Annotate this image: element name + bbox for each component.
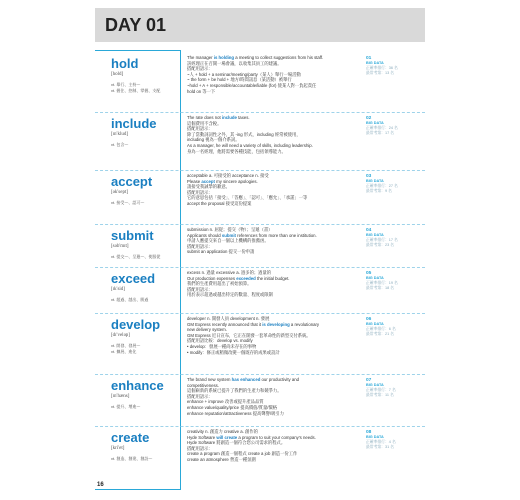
example-content bbox=[187, 115, 363, 154]
example-line: • develop：發展一種尚未存在的事物 bbox=[187, 343, 257, 349]
definition: vt. 開發、發展～ vt. 擴展、進化 bbox=[111, 343, 141, 354]
definition: vt. 超過、越出、勝過 bbox=[111, 297, 149, 302]
example-line: 申請人應提交來自一個以上機構的推薦函。 bbox=[187, 238, 269, 244]
phonetic: [ɪn'klud] bbox=[111, 132, 129, 137]
vocab-entry bbox=[95, 170, 425, 224]
vocab-word: develop bbox=[111, 317, 161, 332]
example-line: new delivery system. bbox=[187, 327, 227, 333]
rank-sidebar bbox=[366, 317, 416, 337]
page-number: 16 bbox=[97, 482, 104, 488]
rank-stat: 最常考第：21 名 bbox=[366, 332, 395, 336]
definition: vt. 包含～ bbox=[111, 142, 129, 147]
example-line: 請接受我誠摯的歉意。 bbox=[187, 184, 230, 190]
vocab-word: enhance bbox=[111, 378, 164, 393]
example-line: submit an application 提交一份申請 bbox=[187, 249, 255, 255]
example-line: enhance reputation/attractiveness 提高聲譽/吸引力 bbox=[187, 410, 284, 416]
entry-number: 06 bbox=[366, 317, 372, 322]
example-line: Hyde Software will create a program to suit your company's needs. bbox=[187, 434, 316, 440]
rank-stat: 正確率排行：7 名 bbox=[366, 388, 396, 392]
big-data-label: BIG DATA bbox=[366, 322, 384, 326]
entry-divider bbox=[95, 267, 425, 268]
vocab-entry bbox=[95, 267, 425, 313]
definition: vt. 創造、創建、創設～ bbox=[111, 456, 153, 461]
definition: vt. 舉行、主持～ vt. 握住、控制、掌握、支配 bbox=[111, 82, 161, 93]
rank-sidebar bbox=[366, 174, 416, 194]
vocab-entry bbox=[95, 52, 425, 112]
entry-number: 07 bbox=[366, 378, 372, 383]
entry-divider bbox=[95, 313, 425, 314]
example-line: 搭配用語比較：develop vs. modify bbox=[187, 338, 253, 344]
rank-stat: 最常考第：9 名 bbox=[366, 189, 392, 193]
rank-sidebar bbox=[366, 378, 416, 398]
vocab-entry bbox=[95, 313, 425, 374]
entry-number: 03 bbox=[366, 174, 372, 179]
example-content bbox=[187, 227, 363, 255]
day-title: DAY 01 bbox=[105, 15, 167, 35]
example-line: 搭配用語示： bbox=[187, 243, 213, 249]
phonetic: [ək'sept] bbox=[111, 190, 129, 195]
example-line: 它的意思包括「接受」、「答應」、「認可」、「應允」、「承諾」一等 bbox=[187, 195, 308, 201]
entry-divider bbox=[95, 374, 425, 375]
rank-stat: 最常考第：23 名 bbox=[366, 243, 395, 247]
rank-stat: 正確率排行：4 名 bbox=[366, 440, 396, 444]
vocab-word: create bbox=[111, 430, 150, 445]
entry-number: 02 bbox=[366, 116, 372, 121]
example-line: acceptable a. 可接受的 acceptance n. 接受 bbox=[187, 173, 269, 178]
rank-stat: 正確率排行：17 名 bbox=[366, 238, 398, 242]
example-line: 這個費用不含稅。 bbox=[187, 120, 222, 126]
example-content bbox=[187, 55, 363, 94]
big-data-label: BIG DATA bbox=[366, 276, 384, 280]
vocab-word: exceed bbox=[111, 271, 156, 286]
example-line: Hyde Software 將創造一個符合您公司需求的程式。 bbox=[187, 440, 286, 446]
big-data-label: BIG DATA bbox=[366, 383, 384, 387]
entry-number: 05 bbox=[366, 271, 372, 276]
big-data-label: BIG DATA bbox=[366, 121, 384, 125]
entry-number: 04 bbox=[366, 228, 372, 233]
vocab-word: accept bbox=[111, 174, 153, 189]
definition: vt. 接受～、認可～ bbox=[111, 200, 145, 205]
big-data-label: BIG DATA bbox=[366, 61, 384, 65]
phonetic: [kri'et] bbox=[111, 446, 125, 451]
example-line: ~hold + A + responsible/accountable/liable (for) 使某人對⋯負起責任 bbox=[187, 82, 317, 88]
example-line: competitiveness. bbox=[187, 382, 220, 388]
vocab-word: hold bbox=[111, 56, 139, 71]
example-line: The manager is holding a meeting to collect suggestions from his staff. bbox=[187, 55, 324, 60]
example-line: Our production expenses exceeded the initial budget. bbox=[187, 275, 290, 281]
phonetic: [ɪn'hæns] bbox=[111, 394, 130, 399]
rank-stat: 最常考第：18 名 bbox=[366, 286, 395, 290]
example-line: excess n. 過量 excessive a. 過多的；過量的 bbox=[187, 270, 272, 275]
rank-sidebar bbox=[366, 430, 416, 450]
entry-number: 01 bbox=[366, 56, 372, 61]
example-line: 搭配用語示： bbox=[187, 126, 213, 132]
example-line: 用於表示超過或越出特定的數量、程度或限制 bbox=[187, 292, 273, 298]
example-line: 該經理正在召開一場會議，以收集其員工的建議。 bbox=[187, 60, 282, 66]
entry-divider bbox=[95, 112, 425, 113]
phonetic: [hold] bbox=[111, 72, 124, 77]
example-line: GM Express 近日宣布，它正在開發一套革命性的新型交付系統。 bbox=[187, 332, 311, 338]
example-line: 搭配用語示： bbox=[187, 393, 213, 399]
example-line: ~ the form + be hold + 地方/時間訊息（某活動）被舉行 bbox=[187, 77, 292, 83]
example-line: accept the proposal 接受這份提案 bbox=[187, 200, 252, 206]
vocab-entry bbox=[95, 374, 425, 426]
rank-stat: 最常考第：17 名 bbox=[366, 131, 395, 135]
example-line: GM Express recently announced that it is developing a revolutionary bbox=[187, 321, 320, 327]
entry-divider bbox=[95, 170, 425, 171]
example-line: create a program 創造一個程式 create a job 創造一份工作 bbox=[187, 451, 298, 457]
big-data-label: BIG DATA bbox=[366, 435, 384, 439]
rank-stat: 正確率排行：19 名 bbox=[366, 281, 398, 285]
example-line: enhance + improve 改善或提升產品品質 bbox=[187, 399, 264, 405]
rank-sidebar bbox=[366, 271, 416, 291]
vocab-entry bbox=[95, 426, 425, 486]
example-line: submission n. 屈從；提交（物）；呈遞（書） bbox=[187, 227, 273, 232]
definition: vt. 提交～、呈遞～、使服從 bbox=[111, 254, 161, 259]
rank-sidebar bbox=[366, 116, 416, 136]
example-line: including 視為一個介系詞。 bbox=[187, 137, 240, 143]
example-line: ~人 + hold + a seminar/meeting/party（某人）舉行一場活動 bbox=[187, 71, 301, 77]
rank-stat: 最常考第：11 名 bbox=[366, 393, 394, 397]
example-content bbox=[187, 316, 363, 355]
example-content bbox=[187, 429, 363, 463]
example-line: • modify：修正或稍微改變一個既存的成果或設計 bbox=[187, 349, 280, 355]
phonetic: [dɪ'veləp] bbox=[111, 333, 130, 338]
example-line: 我們的生產費用超出了初始預算。 bbox=[187, 281, 252, 287]
example-line: creativity n. 創造力 creative a. 創作的 bbox=[187, 429, 258, 434]
rank-stat: 正確率排行：36 名 bbox=[366, 66, 398, 70]
rank-stat: 正確率排行：27 名 bbox=[366, 184, 398, 188]
vocab-word: submit bbox=[111, 228, 154, 243]
example-line: The rate does not include taxes. bbox=[187, 115, 250, 120]
entry-divider bbox=[95, 224, 425, 225]
example-line: enhance value/quality/price 提高價值/質量/價格 bbox=[187, 404, 278, 410]
example-line: developer n. 開發人員 development n. 發展 bbox=[187, 316, 270, 321]
rank-sidebar bbox=[366, 228, 416, 248]
rank-stat: 最常考第：31 名 bbox=[366, 445, 395, 449]
big-data-label: BIG DATA bbox=[366, 233, 384, 237]
example-line: hold on 等一下 bbox=[187, 88, 216, 94]
example-line: 這個嶄新的系統已提升了我們的生產力和競爭力。 bbox=[187, 388, 282, 394]
example-content bbox=[187, 270, 363, 298]
phonetic: [ɪk'sid] bbox=[111, 287, 125, 292]
entry-divider bbox=[95, 426, 425, 427]
example-content bbox=[187, 173, 363, 207]
rank-stat: 最常考第：13 名 bbox=[366, 71, 395, 75]
definition: vt. 提升、增進～ bbox=[111, 404, 141, 409]
example-line: 搭配用語示： bbox=[187, 286, 213, 292]
example-line: As a manager, he will need a variety of skills, including leadership. bbox=[187, 142, 313, 148]
big-data-label: BIG DATA bbox=[366, 179, 384, 183]
entry-number: 08 bbox=[366, 430, 372, 435]
day-header bbox=[95, 8, 425, 42]
phonetic: [səb'mɪt] bbox=[111, 244, 129, 249]
rank-stat: 正確率排行：6 名 bbox=[366, 327, 396, 331]
rank-stat: 正確率排行：24 名 bbox=[366, 126, 398, 130]
example-line: create an atmosphere 營造一種氛圍 bbox=[187, 456, 256, 462]
vocab-entry bbox=[95, 224, 425, 267]
rank-sidebar bbox=[366, 56, 416, 76]
example-line: 身為一名經理，他將需要各種技能，包括領導能力。 bbox=[187, 148, 286, 154]
example-line: The brand new system has enhanced our productivity and bbox=[187, 377, 300, 382]
example-line: 搭配用語示： bbox=[187, 445, 213, 451]
vocab-word: include bbox=[111, 116, 157, 131]
example-line: 搭配用語示： bbox=[187, 189, 213, 195]
example-line: Please accept my sincere apologies. bbox=[187, 178, 258, 184]
example-line: Applicants should submit references from more than one institution. bbox=[187, 232, 317, 238]
example-line: 搭配用語示： bbox=[187, 66, 213, 72]
vocab-entry bbox=[95, 112, 425, 170]
example-content bbox=[187, 377, 363, 416]
example-line: 除了當動詞詞性之外，其 -ing 形式，including 經常被使用， bbox=[187, 131, 301, 137]
